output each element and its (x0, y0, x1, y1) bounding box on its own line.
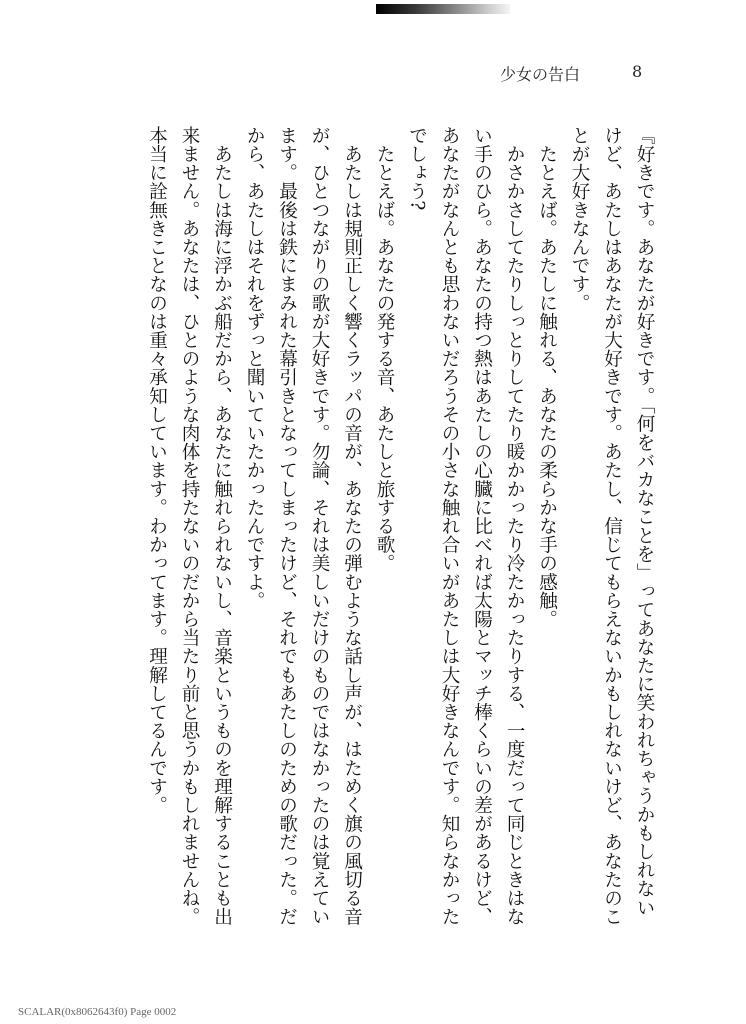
paragraph: 『好きです。あなたが好きです。「何をバカなことを」ってあなたに笑われちゃうかもしれないけど、あたしはあなたが大好きです。あたし、信じてもらえないかもしれないけど、あなたのことが大好きなんです。 (569, 126, 655, 926)
paragraph: あたしは規則正しく響くラッパの音が、あなたの弾むような話し声が、はためく旗の風切る音が、ひとつながりの歌が大好きです。勿論、それは美しいだけのものではなかったのは覚えています。最後は鉄にまみれた幕引きとなってしまったけど、それでもあたしのための歌だった。だから、あたしはそれをずっと聞いていたかったんですよ。 (244, 126, 363, 926)
paragraph: あたしは海に浮かぶ船だから、あなたに触れられないし、音楽というものを理解することも出来ません。あなたは、ひとのような肉体を持たないのだから当たり前と思うかもしれませんね。本当に詮無きことなのは重々承知しています。わかってます。理解してるんです。 (146, 126, 233, 926)
page-number: 8 (632, 62, 643, 81)
page-footer: SCALAR(0x8062643f0) Page 0002 (18, 1006, 177, 1018)
paragraph: かさかさしてたりしっとりしてたり暖かかったり冷たかったりする、一度だって同じときはない手のひら。あなたの持つ熱はあたしの心臓に比べれば太陽とマッチ棒くらいの差があるけど、あなたがなんとも思わないだろうその小さな触れ合いがあたしは大好きなんです。知らなかったでしょう? (406, 126, 525, 926)
scan-gradient-bar (376, 4, 510, 14)
paragraph: たとえば。あたしに触れる、あなたの柔らかな手の感触。 (536, 126, 558, 629)
paragraph: たとえば。あなたの発する音、あたしと旅する歌。 (374, 126, 395, 573)
body-text (140, 126, 660, 926)
running-head-title: 少女の告白 (500, 65, 581, 84)
